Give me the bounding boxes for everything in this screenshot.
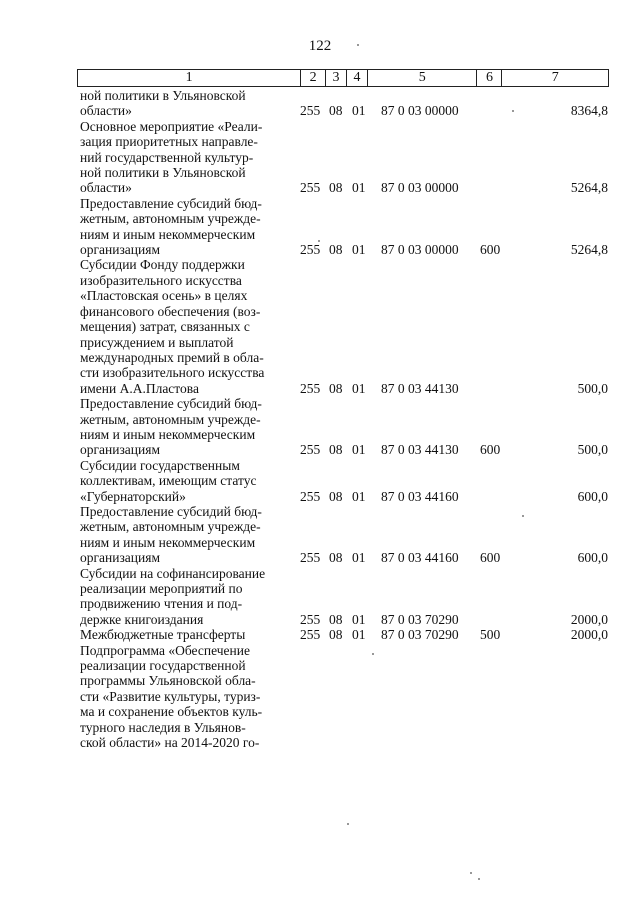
description-line: организациям	[80, 550, 161, 566]
description-line: ниям и иным некоммерческим	[80, 426, 256, 442]
table-row	[80, 396, 608, 458]
code-vr: 500	[480, 627, 501, 643]
description-line: жетным, автономным учрежде-	[80, 519, 261, 535]
table-row	[80, 119, 608, 196]
description-line: реализации мероприятий по	[80, 581, 243, 596]
description-line: Субсидии Фонду поддержки	[80, 257, 245, 273]
code-gr: 255	[300, 442, 321, 458]
description-line: области»	[80, 180, 132, 196]
code-csr: 87 0 03 44130	[381, 442, 459, 458]
description-line: программы Ульяновской обла-	[80, 673, 256, 689]
row-description	[80, 504, 298, 566]
amount: 5264,8	[570, 242, 608, 258]
amount: 500,0	[577, 380, 608, 396]
column-header-row	[77, 69, 609, 87]
code-csr: 87 0 03 70290	[381, 627, 459, 643]
code-csr: 87 0 03 00000	[381, 242, 459, 258]
description-line: Предоставление субсидий бюд-	[80, 195, 262, 211]
scan-speck	[357, 44, 359, 46]
description-line: «Пластовская осень» в целях	[80, 288, 248, 304]
code-pr: 01	[352, 488, 366, 504]
table-row	[80, 196, 608, 258]
code-pr: 01	[352, 627, 366, 643]
scan-speck	[347, 823, 349, 825]
amount: 600,0	[577, 488, 608, 504]
code-rz: 08	[329, 550, 343, 566]
description-line: области»	[80, 103, 132, 119]
code-pr: 01	[352, 103, 366, 119]
row-description	[80, 458, 298, 504]
column-header-6: 6	[477, 70, 502, 86]
code-gr: 255	[300, 627, 321, 643]
description-line: ной политики в Ульяновской	[80, 88, 246, 103]
table-row	[80, 88, 608, 119]
description-line: держке книгоиздания	[80, 611, 204, 627]
description-line: сти «Развитие культуры, туриз-	[80, 688, 261, 704]
table-row	[80, 504, 608, 566]
scan-speck	[318, 240, 320, 242]
description-line: жетным, автономным учрежде-	[80, 411, 261, 427]
description-line: Субсидии государственным	[80, 457, 240, 473]
description-line: Подпрограмма «Обеспечение	[80, 642, 250, 658]
page-number: 122	[308, 38, 332, 54]
description-line: продвижению чтения и под-	[80, 596, 243, 612]
code-rz: 08	[329, 103, 343, 119]
code-pr: 01	[352, 442, 366, 458]
amount: 8364,8	[570, 103, 608, 119]
column-header-3: 3	[326, 70, 347, 86]
description-line: зация приоритетных направле-	[80, 134, 258, 150]
code-gr: 255	[300, 380, 321, 396]
description-line: ний государственной культур-	[80, 149, 254, 165]
code-rz: 08	[329, 488, 343, 504]
column-header-1: 1	[78, 70, 301, 86]
description-line: Основное мероприятие «Реали-	[80, 118, 263, 134]
amount: 500,0	[577, 442, 608, 458]
code-rz: 08	[329, 627, 343, 643]
table-row	[80, 257, 608, 396]
code-pr: 01	[352, 242, 366, 258]
scan-speck	[372, 653, 374, 655]
row-description	[80, 627, 298, 642]
scan-speck	[478, 878, 480, 880]
row-description	[80, 257, 298, 396]
code-rz: 08	[329, 611, 343, 627]
code-gr: 255	[300, 488, 321, 504]
row-description	[80, 88, 298, 119]
description-line: организациям	[80, 242, 161, 258]
description-line: мещения) затрат, связанных с	[80, 319, 250, 335]
row-description	[80, 643, 298, 751]
description-line: финансового обеспечения (воз-	[80, 303, 261, 319]
code-gr: 255	[300, 180, 321, 196]
table-row	[80, 458, 608, 504]
description-line: ской области» на 2014-2020 го-	[80, 735, 260, 751]
table-row	[80, 627, 608, 642]
row-description	[80, 119, 298, 196]
scan-speck	[522, 515, 524, 517]
code-gr: 255	[300, 242, 321, 258]
code-gr: 255	[300, 550, 321, 566]
description-line: жетным, автономным учрежде-	[80, 211, 261, 227]
description-line: изобразительного искусства	[80, 272, 242, 288]
table-row	[80, 566, 608, 628]
amount: 600,0	[577, 550, 608, 566]
description-line: присуждением и выплатой	[80, 334, 234, 350]
code-rz: 08	[329, 380, 343, 396]
amount: 2000,0	[570, 611, 608, 627]
column-header-4: 4	[347, 70, 368, 86]
code-pr: 01	[352, 180, 366, 196]
code-vr: 600	[480, 550, 501, 566]
code-gr: 255	[300, 611, 321, 627]
description-line: международных премий в обла-	[80, 349, 264, 365]
description-line: ниям и иным некоммерческим	[80, 534, 256, 550]
code-pr: 01	[352, 550, 366, 566]
description-line: Предоставление субсидий бюд-	[80, 396, 262, 412]
code-csr: 87 0 03 00000	[381, 180, 459, 196]
code-csr: 87 0 03 70290	[381, 611, 459, 627]
column-header-2: 2	[301, 70, 326, 86]
column-header-5: 5	[368, 70, 478, 86]
description-line: сти изобразительного искусства	[80, 365, 265, 381]
description-line: турного наследия в Ульянов-	[80, 719, 246, 735]
description-line: организациям	[80, 442, 161, 458]
code-pr: 01	[352, 380, 366, 396]
code-rz: 08	[329, 442, 343, 458]
description-line: Субсидии на софинансирование	[80, 565, 266, 581]
description-line: ной политики в Ульяновской	[80, 165, 246, 181]
description-line: ниям и иным некоммерческим	[80, 226, 256, 242]
description-line: ма и сохранение объектов куль-	[80, 704, 263, 720]
code-gr: 255	[300, 103, 321, 119]
code-rz: 08	[329, 180, 343, 196]
code-vr: 600	[480, 442, 501, 458]
description-line: имени А.А.Пластова	[80, 380, 199, 396]
description-line: «Губернаторский»	[80, 488, 186, 504]
code-csr: 87 0 03 44160	[381, 488, 459, 504]
column-header-7: 7	[551, 70, 559, 85]
description-line: Предоставление субсидий бюд-	[80, 503, 262, 519]
scan-speck	[512, 110, 514, 112]
code-csr: 87 0 03 00000	[381, 103, 459, 119]
row-description	[80, 396, 298, 458]
row-description	[80, 196, 298, 258]
description-line: коллективам, имеющим статус	[80, 473, 257, 489]
code-rz: 08	[329, 242, 343, 258]
code-pr: 01	[352, 611, 366, 627]
code-vr: 600	[480, 242, 501, 258]
description-line: Межбюджетные трансферты	[80, 627, 246, 643]
code-csr: 87 0 03 44160	[381, 550, 459, 566]
amount: 5264,8	[570, 180, 608, 196]
budget-table-body	[80, 88, 608, 750]
description-line: реализации государственной	[80, 658, 246, 674]
scan-speck	[470, 872, 472, 874]
code-csr: 87 0 03 44130	[381, 380, 459, 396]
table-row	[80, 643, 608, 751]
row-description	[80, 566, 298, 628]
amount: 2000,0	[570, 627, 608, 643]
